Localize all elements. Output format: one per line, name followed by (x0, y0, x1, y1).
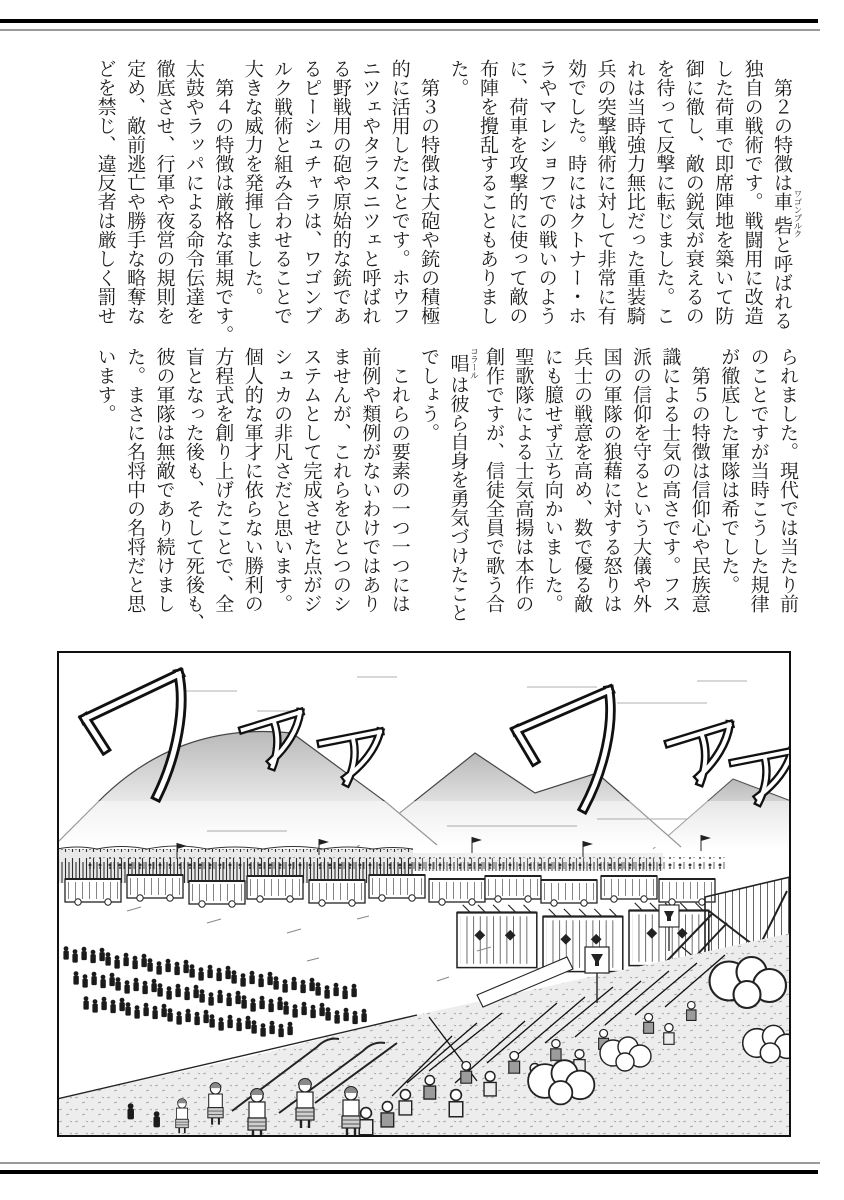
text-column: 定め、敵前逃亡や勝手な略奪な (124, 59, 147, 325)
text-column: 第５の特徴は信仰心や民族意 (688, 347, 711, 613)
text-column: た。 (447, 59, 470, 97)
sky-streaks (177, 677, 747, 711)
text-column: でしょう。 (418, 347, 441, 442)
text-column: 前例や類例がないわけではあり (359, 347, 382, 613)
text-column: 国の軍隊の狼藉に対する怒りは (600, 347, 623, 613)
text-column: を待って反撃に転じました。こ (653, 59, 676, 325)
text-column: られました。現代では当たり前 (777, 347, 799, 613)
text-column: これらの要素の一つ一つには (388, 347, 411, 613)
text-column: ステムとして完成させた点がジ (300, 347, 323, 613)
battle-scene-svg (57, 651, 791, 1137)
text-column: 的に活用したことです。ホウフ (388, 59, 411, 325)
text-column: ニツェやタラスニツェと呼ばれ (359, 59, 382, 325)
text-column: 御に徹し、敵の鋭気が衰えるの (682, 59, 705, 325)
text-column: のことですが当時こうした規律 (747, 347, 770, 613)
text-column: る野戦用の砲や原始的な銃であ (329, 59, 352, 325)
text-column: 兵士の戦意を高め、数で優る敵 (571, 347, 594, 613)
text-column: ませんが、これらをひとつのシ (329, 347, 352, 613)
top-rule-thin (0, 29, 820, 31)
text-column: ルク戦術と組み合わせることで (271, 59, 294, 325)
text-column: に、荷車を攻撃的に使って敵の (506, 59, 529, 325)
text-column: 個人的な軍才に依らない勝利の (241, 347, 264, 613)
text-column: どを禁じ、違反者は厳しく罰せ (94, 59, 117, 325)
text-column: 独自の戦術です。戦闘用に改造 (741, 59, 764, 325)
text-column: した荷車で即席陣地を築いて防 (712, 59, 735, 325)
text-column: が徹底した軍隊は希でした。 (718, 347, 741, 594)
text-column: 兵の突撃戦術に対して非常に有 (594, 59, 617, 325)
text-column: 布陣を攪乱することもありまし (476, 59, 499, 325)
text-column: 効でした。時にはクトナー・ホ (565, 59, 588, 325)
text-column: 第３の特徴は大砲や銃の積極 (418, 59, 441, 325)
text-column: 創作ですが、信徒全員で歌う合 (482, 347, 505, 613)
text-column: 大きな威力を発揮しました。 (241, 59, 264, 306)
text-column: るピーシュチャラは、ワゴンブ (300, 59, 323, 325)
text-block-upper (90, 59, 802, 353)
text-column: 唱 コラールは彼ら自身を勇気づけたこと (447, 347, 479, 622)
text-column: 聖歌隊による士気高揚は本作の (512, 347, 535, 613)
bottom-rule-thin (0, 1162, 820, 1164)
text-column: 盲となった後も、そして死後も、 (182, 347, 205, 632)
text-column: 彼の軍隊は無敵であり続けまし (153, 347, 176, 613)
mountains (57, 731, 791, 851)
text-column: れは当時強力無比だった重装騎 (623, 59, 646, 325)
text-column: 太鼓やラッパによる命令伝達を (182, 59, 205, 325)
battle-illustration (57, 651, 791, 1137)
marching-columns (63, 946, 366, 1037)
text-column: 第２の特徴は車砦 ワゴンブルクと呼ばれる (771, 59, 802, 330)
bottom-rule-thick (0, 1170, 818, 1174)
text-column: ラやマレショフでの戦いのよう (535, 59, 558, 325)
text-column: います。 (94, 347, 117, 423)
text-column: 方程式を創り上げたことで、全 (212, 347, 235, 613)
text-column: シュカの非凡さだと思います。 (271, 347, 294, 613)
text-column: 識による士気の高さです。フス (659, 347, 682, 613)
text-column: 第４の特徴は厳格な軍規です。 (212, 59, 235, 344)
text-block-lower (90, 347, 802, 641)
text-column: にも臆せず立ち向かいました。 (541, 347, 564, 613)
text-column: 徹底させ、行軍や夜営の規則を (153, 59, 176, 325)
text-column: 派の信仰を守るという大儀や外 (629, 347, 652, 613)
text-column: た。まさに名将中の名将だと思 (124, 347, 147, 613)
top-rule-thick (0, 19, 818, 23)
